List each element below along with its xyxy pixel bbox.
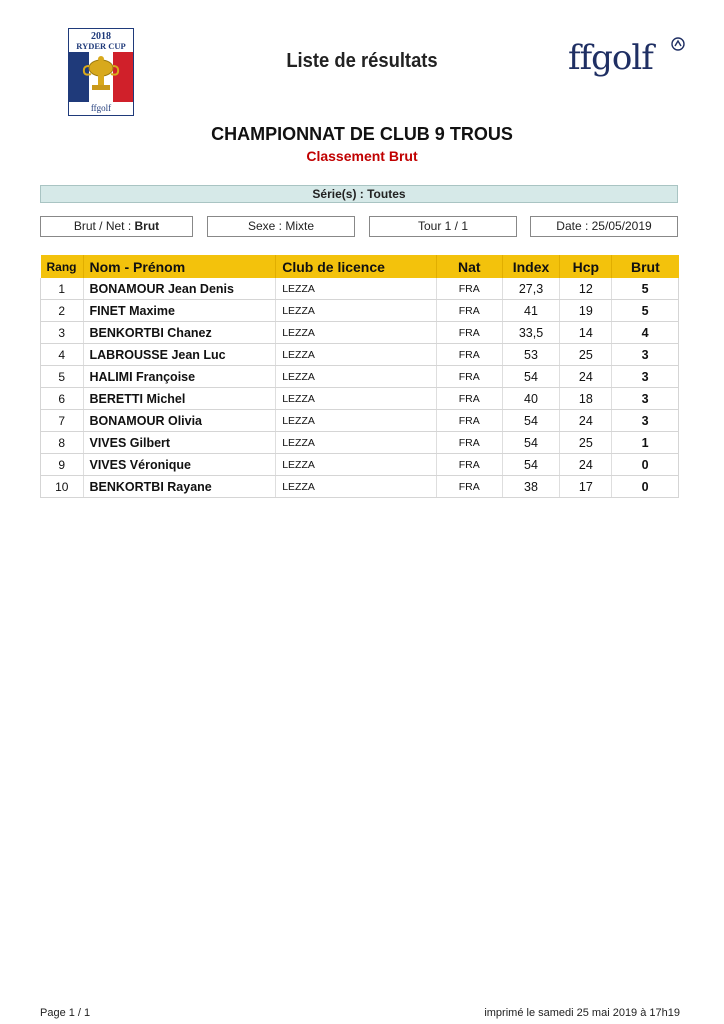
ryder-logo-name: RYDER CUP [76,41,126,51]
row-brut: 3 [612,410,679,432]
row-club: LEZZA [276,454,437,476]
row-brut: 5 [612,300,679,322]
row-nat: FRA [436,432,502,454]
tour-box: Tour 1 / 1 [369,216,517,237]
sexe-box [207,216,355,237]
row-club: LEZZA [276,410,437,432]
document-title: Liste de résultats [286,50,438,72]
header-rang: Rang [41,255,84,278]
table-row [41,476,679,498]
brut-net-label: Brut / Net : [73,219,132,233]
row-rang: 3 [41,322,84,344]
row-rang: 4 [41,344,84,366]
row-index: 54 [502,366,560,388]
brut-net-box [40,216,193,237]
row-club: LEZZA [276,300,437,322]
row-rang: 2 [41,300,84,322]
row-index: 33,5 [502,322,560,344]
series-bar: Série(s) : Toutes [40,185,678,203]
row-brut: 0 [612,476,679,498]
row-brut: 3 [612,366,679,388]
row-club: LEZZA [276,476,437,498]
row-rang: 5 [41,366,84,388]
row-rang: 6 [41,388,84,410]
row-club: LEZZA [276,344,437,366]
row-nat: FRA [436,300,502,322]
row-nom: BONAMOUR Jean Denis [83,278,276,300]
row-nat: FRA [436,454,502,476]
header-hcp: Hcp [560,255,612,278]
row-club: LEZZA [276,432,437,454]
competition-subtitle: Classement Brut [306,148,418,164]
sexe-value: Mixte [285,219,315,233]
row-hcp: 12 [560,278,612,300]
row-nom: FINET Maxime [83,300,276,322]
row-nat: FRA [436,476,502,498]
page-number: Page 1 / 1 [40,1007,91,1019]
row-nat: FRA [436,388,502,410]
row-hcp: 19 [560,300,612,322]
competition-title: CHAMPIONNAT DE CLUB 9 TROUS [211,124,513,144]
row-hcp: 18 [560,388,612,410]
row-nom: VIVES Gilbert [83,432,276,454]
row-nat: FRA [436,344,502,366]
table-row [41,322,679,344]
row-hcp: 24 [560,366,612,388]
row-brut: 3 [612,344,679,366]
table-row [41,300,679,322]
table-header-row [41,255,679,278]
table-row [41,454,679,476]
row-nom: VIVES Véronique [83,454,276,476]
row-club: LEZZA [276,366,437,388]
table-row [41,410,679,432]
row-nom: HALIMI Françoise [83,366,276,388]
ryder-logo-sub: ffgolf [90,103,112,113]
row-index: 53 [502,344,560,366]
row-nom: LABROUSSE Jean Luc [83,344,276,366]
row-club: LEZZA [276,322,437,344]
row-nom: BONAMOUR Olivia [83,410,276,432]
table-row [41,388,679,410]
row-index: 40 [502,388,560,410]
row-hcp: 24 [560,410,612,432]
ffgolf-logo: ffgolf [568,38,653,78]
header-nom: Nom - Prénom [83,255,276,278]
ryder-logo-year: 2018 [91,31,111,42]
row-brut: 5 [612,278,679,300]
row-hcp: 17 [560,476,612,498]
row-club: LEZZA [276,278,437,300]
row-rang: 8 [41,432,84,454]
ffgolf-mark-icon [671,37,685,51]
table-row [41,432,679,454]
results-table [40,255,679,498]
sexe-label: Sexe : [247,219,282,233]
row-club: LEZZA [276,388,437,410]
row-nom: BENKORTBI Rayane [83,476,276,498]
row-hcp: 25 [560,432,612,454]
row-brut: 1 [612,432,679,454]
row-hcp: 24 [560,454,612,476]
row-index: 27,3 [502,278,560,300]
row-index: 38 [502,476,560,498]
header-brut: Brut [612,255,679,278]
row-brut: 4 [612,322,679,344]
row-brut: 3 [612,388,679,410]
row-rang: 9 [41,454,84,476]
row-nat: FRA [436,410,502,432]
row-index: 54 [502,432,560,454]
row-hcp: 14 [560,322,612,344]
row-rang: 10 [41,476,84,498]
header-index: Index [502,255,560,278]
brut-net-value: Brut [134,219,160,233]
row-nom: BERETTI Michel [83,388,276,410]
row-rang: 1 [41,278,84,300]
date-box: Date : 25/05/2019 [530,216,678,237]
row-rang: 7 [41,410,84,432]
row-index: 54 [502,454,560,476]
row-hcp: 25 [560,344,612,366]
row-nat: FRA [436,366,502,388]
header-nat: Nat [436,255,502,278]
row-nat: FRA [436,322,502,344]
print-timestamp: imprimé le samedi 25 mai 2019 à 17h19 [484,1007,680,1019]
row-index: 41 [502,300,560,322]
row-index: 54 [502,410,560,432]
row-brut: 0 [612,454,679,476]
row-nat: FRA [436,278,502,300]
row-nom: BENKORTBI Chanez [83,322,276,344]
table-row [41,278,679,300]
table-row [41,366,679,388]
table-row [41,344,679,366]
header-club: Club de licence [276,255,437,278]
